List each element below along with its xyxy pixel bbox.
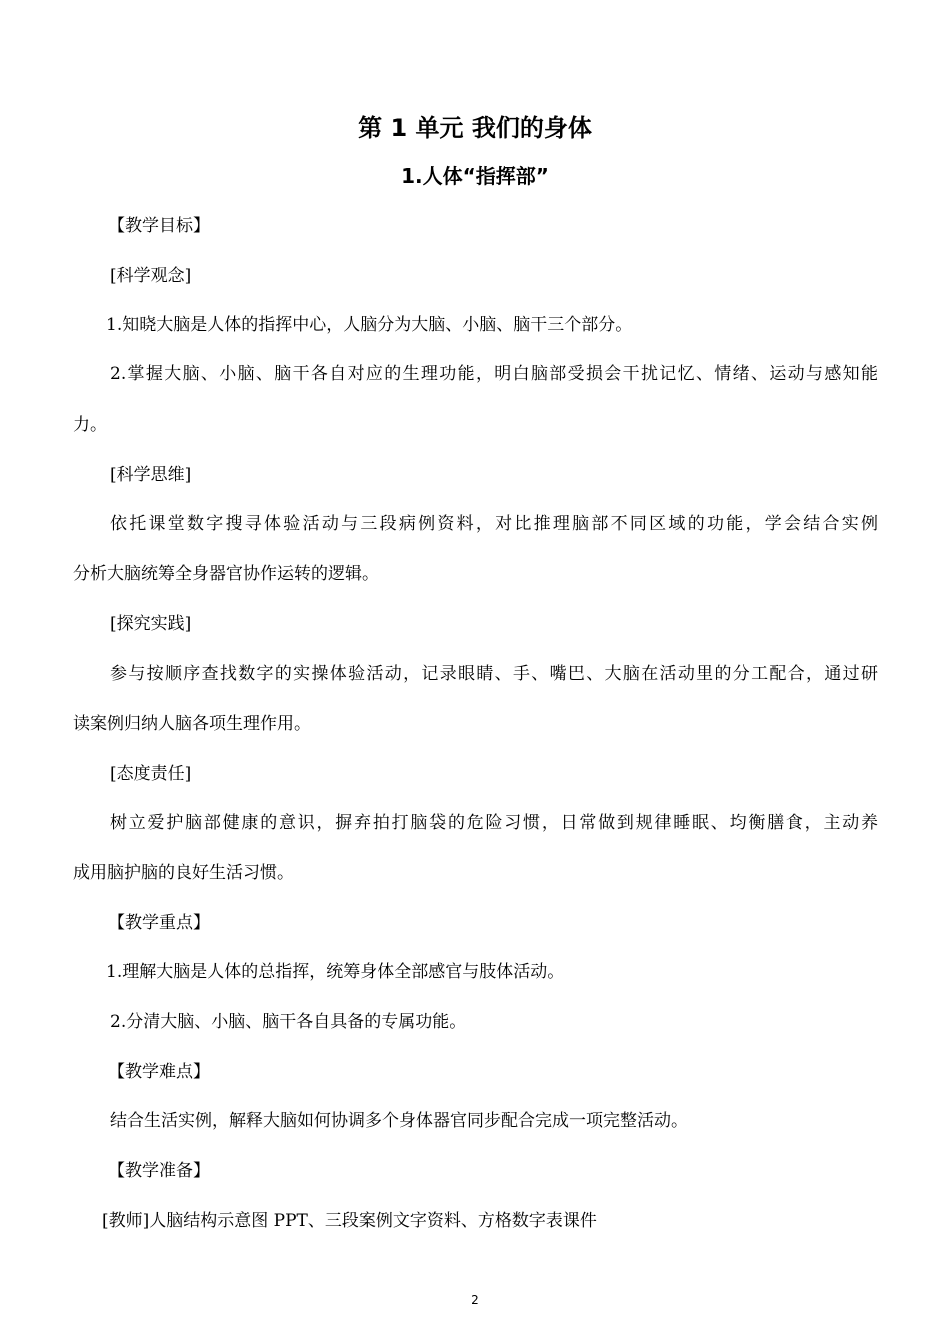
teaching-goals-heading: 【教学目标】 <box>108 216 210 236</box>
concept-item-1: 1.知晓大脑是人体的指挥中心，人脑分为大脑、小脑、脑干三个部分。 <box>106 315 633 335</box>
difficulty-heading: 【教学难点】 <box>108 1062 210 1082</box>
attitude-line2: 成用脑护脑的良好生活习惯。 <box>73 863 294 883</box>
thinking-line2: 分析大脑统筹全身器官协作运转的逻辑。 <box>73 564 379 584</box>
concept-item-2-line1: 2.掌握大脑、小脑、脑干各自对应的生理功能，明白脑部受损会干扰记忆、情绪、运动与感知能 <box>110 364 878 384</box>
attitude-line1: 树立爱护脑部健康的意识，摒弃拍打脑袋的危险习惯，日常做到规律睡眠、均衡膳食，主动养 <box>110 813 878 833</box>
science-thinking-heading: [科学思维] <box>110 465 192 485</box>
lesson-title: 1.人体“指挥部” <box>401 164 549 188</box>
thinking-line1: 依托课堂数字搜寻体验活动与三段病例资料，对比推理脑部不同区域的功能，学会结合实例 <box>110 514 878 534</box>
unit-title: 第 1 单元 我们的身体 <box>358 114 592 142</box>
difficulty-text: 结合生活实例，解释大脑如何协调多个身体器官同步配合完成一项完整活动。 <box>110 1111 688 1131</box>
inquiry-heading: [探究实践] <box>110 614 192 634</box>
concept-item-2-line2: 力。 <box>73 415 107 435</box>
science-concept-heading: [科学观念] <box>110 266 192 286</box>
key-points-heading: 【教学重点】 <box>108 913 210 933</box>
key-point-1: 1.理解大脑是人体的总指挥，统筹身体全部感官与肢体活动。 <box>106 962 565 982</box>
inquiry-line2: 读案例归纳人脑各项生理作用。 <box>73 714 311 734</box>
page-number: 2 <box>471 1293 479 1307</box>
preparation-teacher: [教师]人脑结构示意图 PPT、三段案例文字资料、方格数字表课件 <box>102 1211 597 1231</box>
inquiry-line1: 参与按顺序查找数字的实操体验活动，记录眼睛、手、嘴巴、大脑在活动里的分工配合，通过研 <box>110 664 878 684</box>
attitude-heading: [态度责任] <box>110 764 192 784</box>
key-point-2: 2.分清大脑、小脑、脑干各自具备的专属功能。 <box>110 1012 467 1032</box>
preparation-heading: 【教学准备】 <box>108 1161 210 1181</box>
